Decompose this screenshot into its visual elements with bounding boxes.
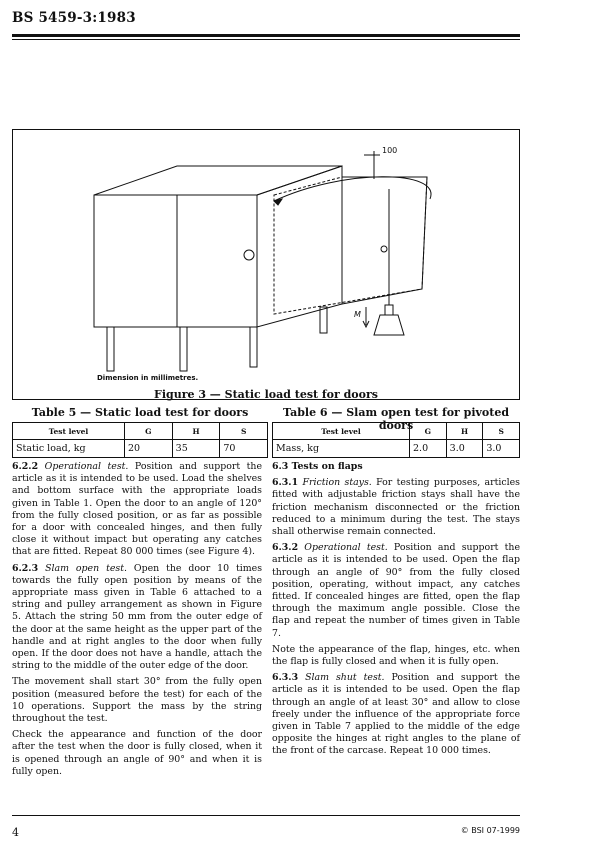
mass-label: M bbox=[354, 310, 361, 319]
table-header-cell: S bbox=[220, 423, 268, 440]
right-column bbox=[272, 461, 520, 762]
table-header-row bbox=[13, 423, 268, 440]
paragraph-6-3-1 bbox=[272, 477, 520, 538]
section-heading-6-3 bbox=[272, 461, 520, 473]
table-header-cell: G bbox=[125, 423, 173, 440]
paragraph: Check the appearance and function of the door after the test when the door is fully closed, when it is opened through an angle of 90° and when it is fully open. bbox=[12, 729, 262, 777]
table-header-cell: H bbox=[446, 423, 483, 440]
clause-text: Open the door 10 times towards the fully open position by means of the appropriate mass given in Table 6 attached to a string and pulley arrangement as shown in Figure 5. Attach the string 50 mm from the outer edge of the door at the same height as the upper part of the handle and at right angles to the door when fully open. If the door does not have a handle, attach the string to the middle of the outer edge of the door. bbox=[12, 562, 262, 672]
paragraph-6-2-3 bbox=[12, 563, 262, 673]
paragraph-6-3-2 bbox=[272, 542, 520, 640]
table-header-cell: S bbox=[483, 423, 520, 440]
clause-text: Position and support the article as it is intended to be used. Load the shelves and bottom surface with the appropriate loads given in Table 1. Open the door to an angle of 120° from the fully closed position, or as far as possible for a door with concealed hinges, and then fully close it without impact but operating any catches that are fitted. Repeat 80 000 times (see Figure 4). bbox=[12, 461, 262, 558]
table-header-cell: G bbox=[410, 423, 447, 440]
section-heading-text: 6.3 Tests on flaps bbox=[272, 461, 363, 472]
clause-title: Friction stays. bbox=[302, 477, 372, 489]
leg bbox=[250, 327, 257, 367]
clause-title: Slam shut test. bbox=[305, 672, 385, 684]
swing-arc bbox=[274, 177, 431, 201]
clause-number: 6.3.1 bbox=[272, 477, 299, 489]
left-column bbox=[12, 461, 262, 782]
table5-caption: Table 5 — Static load test for doors bbox=[31, 406, 249, 419]
clause-text: Position and support the article as it is intended to be used. Open the flap through an angle of at least 30° and allow to close freely under the influence of the appropriate force given in Table 7 applied to the middle of the edge opposite the hinges at right angles to the plane of the front of the carcase. Repeat 10 000 times. bbox=[272, 672, 521, 757]
table-cell: 70 bbox=[220, 440, 268, 458]
dimension-note: Dimension in millimetres. bbox=[97, 374, 199, 382]
table-cell: 3.0 bbox=[446, 440, 483, 458]
open-door bbox=[274, 177, 427, 314]
table-cell: Mass, kg bbox=[273, 440, 410, 458]
table-header-cell: Test level bbox=[13, 423, 125, 440]
clause-text: Position and support the article as it is intended to be used. Open the flap through an angle of 90° from the fully closed position, operating, without impact, any catches fitted. If concealed hinges are fitted, open the flap through the maximum angle possible. Close the flap and repeat the number of times given in Table 7. bbox=[272, 542, 520, 639]
header-rule bbox=[12, 34, 520, 37]
table-cell: Static load, kg bbox=[13, 440, 125, 458]
cabinet-drawing bbox=[12, 129, 520, 387]
cabinet-top bbox=[94, 166, 342, 195]
leg bbox=[180, 327, 187, 371]
leg bbox=[320, 307, 327, 333]
paragraph: Note the appearance of the flap, hinges, etc. when the flap is fully closed and when it is fully open. bbox=[272, 643, 520, 668]
table-row bbox=[273, 440, 520, 458]
paragraph: The movement shall start 30° from the fully open position (measured before the test) for each of the 10 operations. Support the mass by the string throughout the test. bbox=[12, 676, 262, 725]
paragraph-6-3-3 bbox=[272, 672, 520, 757]
cabinet-front bbox=[94, 195, 257, 327]
header-rule-thin bbox=[12, 39, 520, 40]
table5 bbox=[12, 422, 268, 458]
footer-rule bbox=[12, 815, 520, 816]
clause-number: 6.3.3 bbox=[272, 672, 299, 684]
table-cell: 2.0 bbox=[410, 440, 447, 458]
clause-number: 6.2.2 bbox=[12, 461, 39, 472]
table-cell: 35 bbox=[172, 440, 220, 458]
table-cell: 3.0 bbox=[483, 440, 520, 458]
dim-100-label: 100 bbox=[382, 146, 398, 155]
table-header-cell: Test level bbox=[273, 423, 410, 440]
paragraph-6-2-2 bbox=[12, 461, 262, 559]
table6-caption: Table 6 — Slam open test for pivoted doors bbox=[282, 406, 510, 432]
copyright: © BSI 07-1999 bbox=[460, 826, 520, 835]
cabinet-side bbox=[257, 166, 342, 327]
leg bbox=[107, 327, 114, 371]
open-door-panel bbox=[342, 177, 427, 304]
table-row bbox=[13, 440, 268, 458]
table-header-cell: H bbox=[172, 423, 220, 440]
clause-number: 6.2.3 bbox=[12, 562, 39, 574]
table-header-row bbox=[273, 423, 520, 440]
figure-caption: Figure 3 — Static load test for doors bbox=[154, 388, 378, 401]
standard-number: BS 5459-3:1983 bbox=[12, 10, 136, 26]
table-cell: 20 bbox=[125, 440, 173, 458]
clause-title: Operational test. bbox=[44, 461, 129, 472]
clause-text: For testing purposes, articles fitted with adjustable friction stays shall have the friction mechanism disconnected or the friction reduced to a minimum during the test. The stays shall otherwise remain connected. bbox=[272, 477, 520, 538]
table6 bbox=[272, 422, 520, 458]
clause-title: Slam open test. bbox=[45, 562, 127, 574]
door-handle bbox=[244, 250, 254, 260]
clause-number: 6.3.2 bbox=[272, 542, 299, 554]
mass-weight bbox=[374, 315, 404, 335]
open-door-handle bbox=[381, 246, 387, 252]
clause-title: Operational test. bbox=[304, 542, 388, 554]
page-number: 4 bbox=[12, 826, 19, 839]
